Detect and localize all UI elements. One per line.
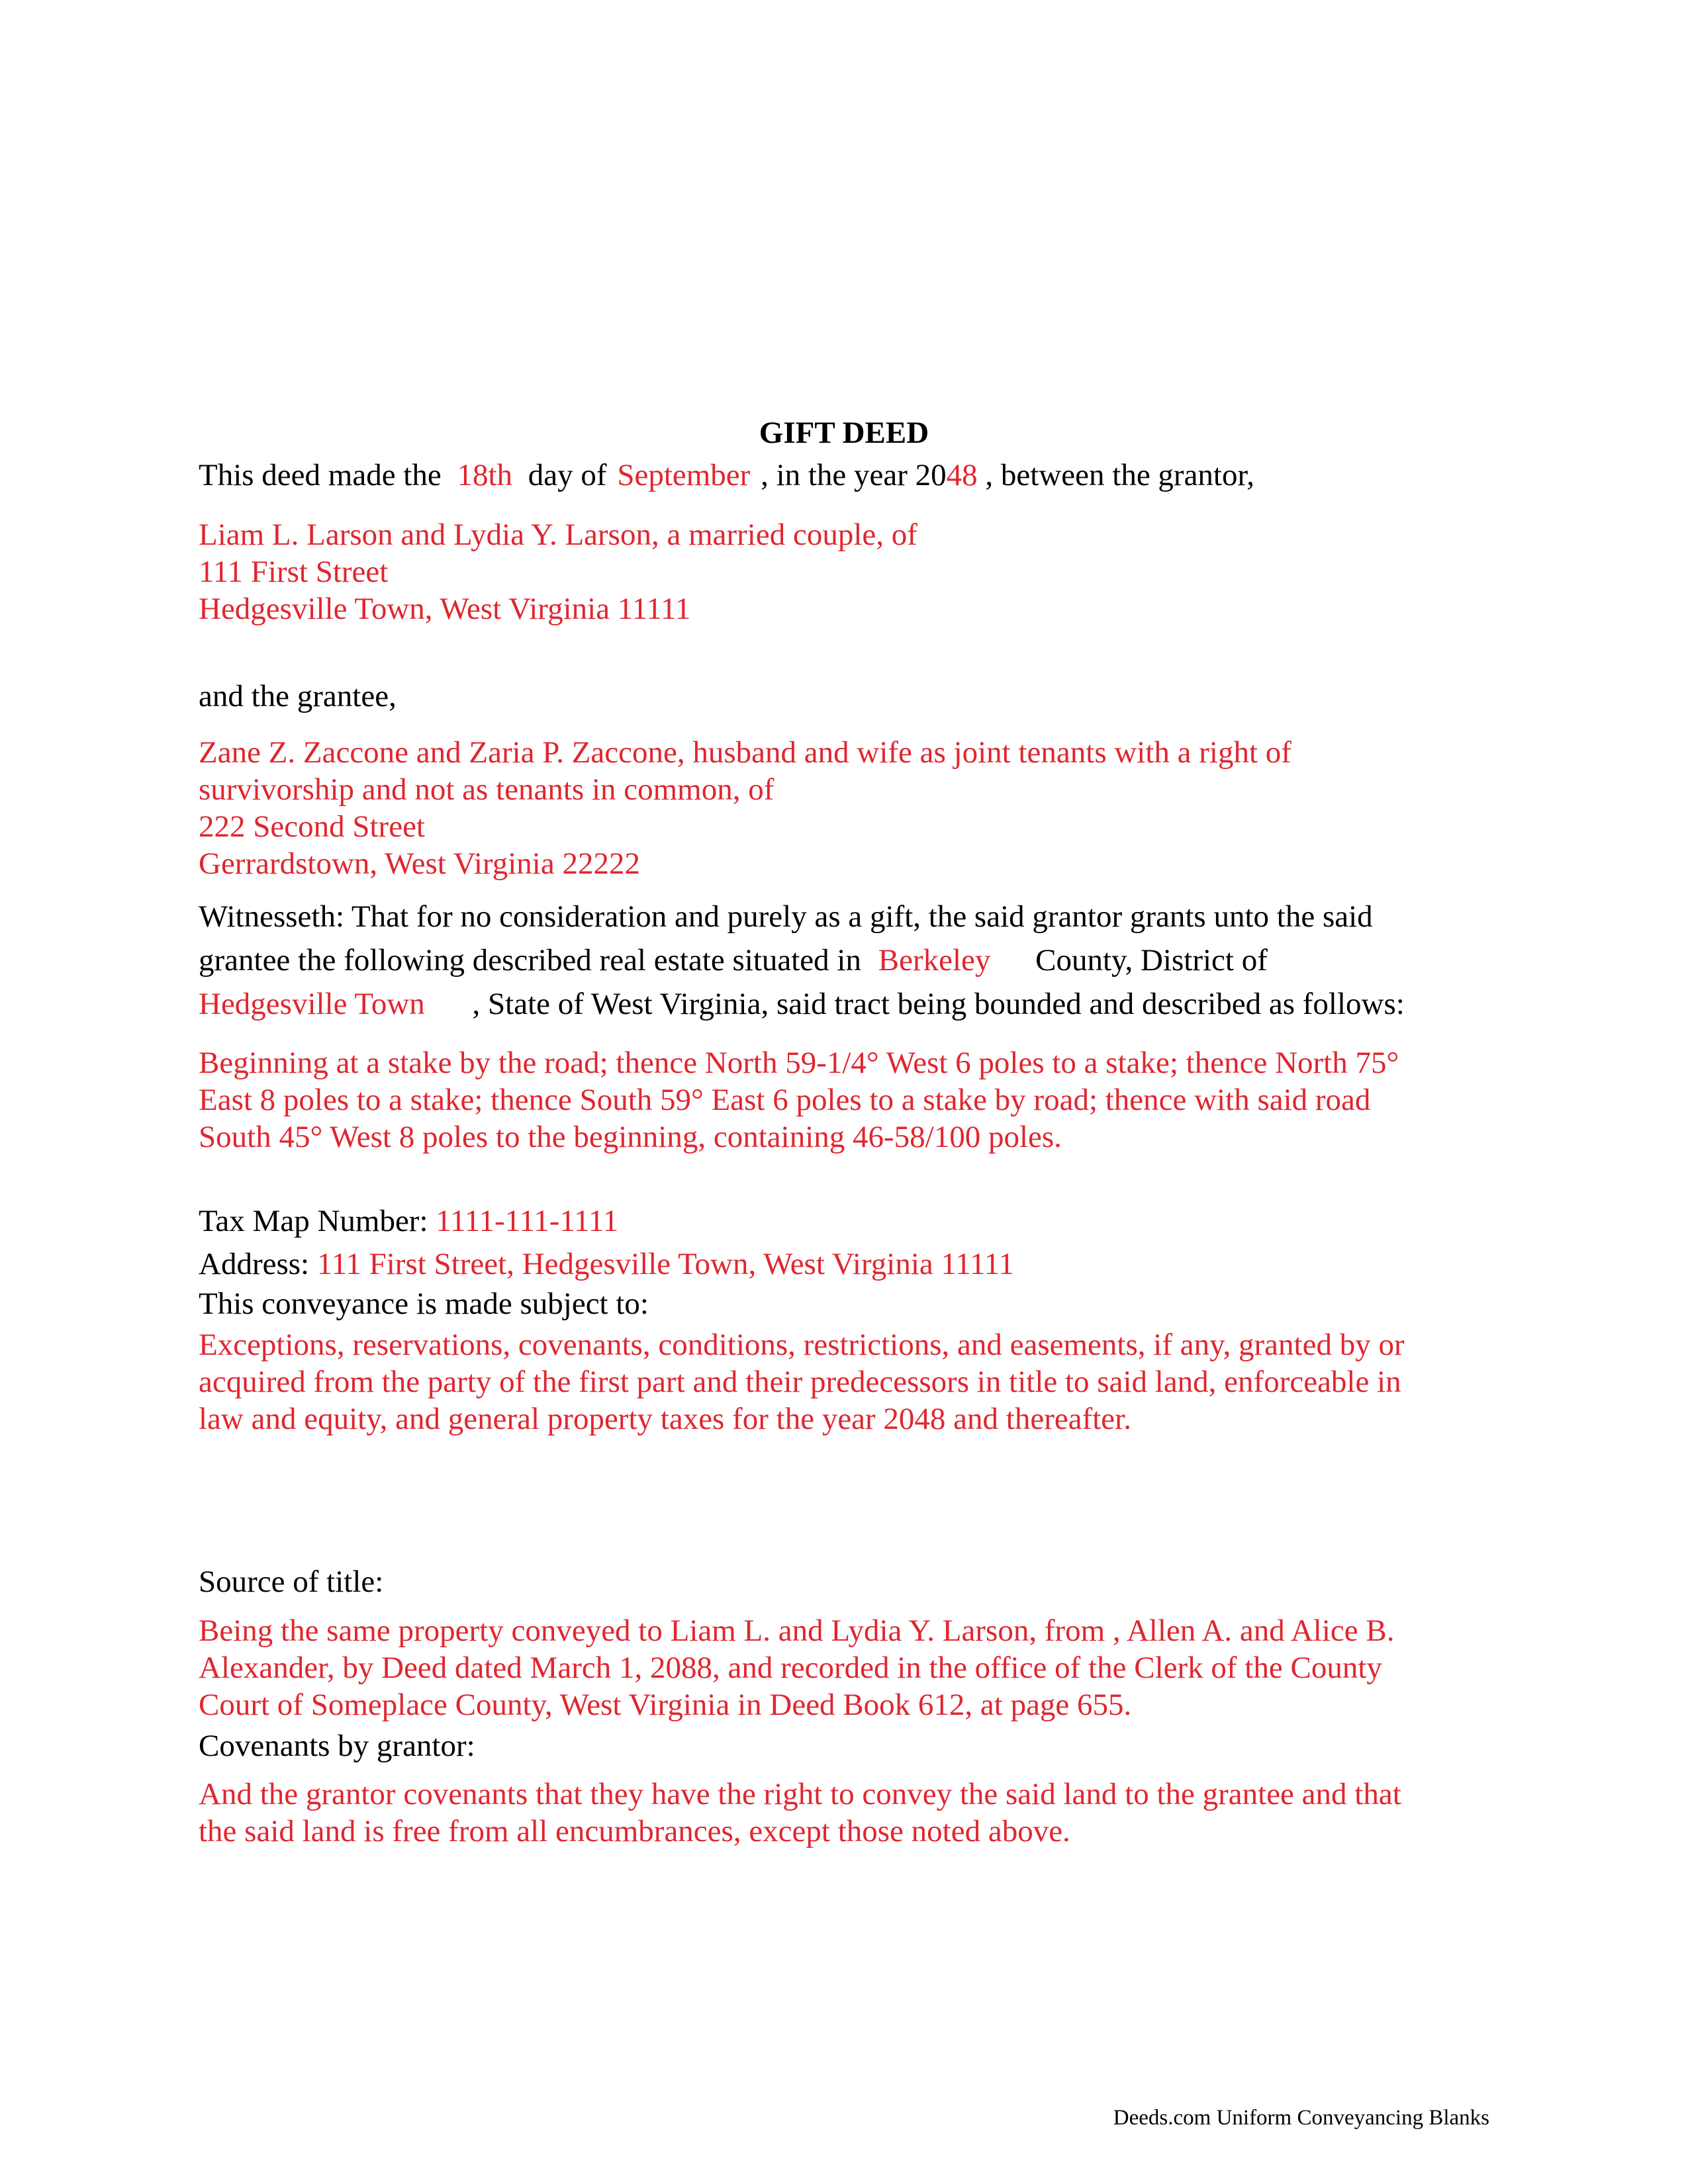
tax-map-row	[199, 1203, 1496, 1240]
intro-prefix: This deed made the	[199, 458, 442, 492]
tax-map-value: 1111-111-1111	[436, 1204, 619, 1238]
footer-credit: Deeds.com Uniform Conveyancing Blanks	[1113, 2106, 1489, 2130]
grantee-line: survivorship and not as tenants in common, of	[199, 772, 774, 807]
grantee-label: and the grantee,	[199, 679, 397, 713]
subject-to-line: acquired from the party of the first part and their predecessors in title to said land, enforceable in	[199, 1365, 1401, 1399]
document-title: GIFT DEED	[759, 416, 929, 450]
deed-day: 18th	[457, 458, 513, 492]
subject-to-block	[199, 1326, 1496, 1437]
covenants-line: the said land is free from all encumbrances, except those noted above.	[199, 1814, 1070, 1848]
subject-to-line: Exceptions, reservations, covenants, conditions, restrictions, and easements, if any, granted by or	[199, 1328, 1405, 1362]
witnesseth-line-1: Witnesseth: That for no consideration and purely as a gift, the said grantor grants unto the said	[199, 899, 1373, 934]
grantor-line: 111 First Street	[199, 555, 389, 589]
intro-year-label: , in the year 20	[761, 458, 947, 492]
source-of-title-block	[199, 1612, 1496, 1723]
deed-month: September	[617, 458, 751, 492]
county-field: Berkeley	[878, 943, 991, 978]
source-of-title-line: Alexander, by Deed dated March 1, 2088, and recorded in the office of the Clerk of the County	[199, 1651, 1382, 1685]
witnesseth-prefix: grantee the following described real estate situated in	[199, 943, 861, 978]
source-of-title-line: Court of Someplace County, West Virginia in Deed Book 612, at page 655.	[199, 1688, 1132, 1722]
grantee-line: Gerrardstown, West Virginia 22222	[199, 846, 640, 881]
grantor-line: Liam L. Larson and Lydia Y. Larson, a married couple, of	[199, 518, 917, 552]
source-of-title-line: Being the same property conveyed to Liam L. and Lydia Y. Larson, from , Allen A. and Alice B.	[199, 1614, 1395, 1648]
grantee-line: Zane Z. Zaccone and Zaria P. Zaccone, husband and wife as joint tenants with a right of	[199, 735, 1291, 770]
legal-description	[199, 1044, 1496, 1156]
grantee-line: 222 Second Street	[199, 809, 425, 844]
intro-suffix: , between the grantor,	[985, 458, 1255, 492]
address-label: Address:	[199, 1247, 310, 1281]
witnesseth-line-2	[199, 938, 1496, 982]
tax-map-label: Tax Map Number:	[199, 1204, 428, 1238]
address-row	[199, 1246, 1496, 1283]
intro-day-of: day of	[528, 458, 607, 492]
covenants-label: Covenants by grantor:	[199, 1729, 475, 1763]
legal-description-line: East 8 poles to a stake; thence South 59° East 6 poles to a stake by road; thence with said road	[199, 1083, 1371, 1117]
legal-description-line: Beginning at a stake by the road; thence North 59-1/4° West 6 poles to a stake; thence North 75°	[199, 1046, 1399, 1080]
grantor-line: Hedgesville Town, West Virginia 11111	[199, 592, 691, 626]
subject-to-label: This conveyance is made subject to:	[199, 1287, 649, 1321]
legal-description-line: South 45° West 8 poles to the beginning, containing 46-58/100 poles.	[199, 1120, 1062, 1154]
intro-line	[199, 457, 1496, 494]
witnesseth-county-suffix: County, District of	[1035, 943, 1268, 978]
witnesseth-line-3	[199, 982, 1496, 1026]
grantor-block	[199, 516, 1496, 627]
source-of-title-label: Source of title:	[199, 1565, 384, 1599]
witnesseth-state-suffix: , State of West Virginia, said tract being bounded and described as follows:	[472, 987, 1405, 1021]
deed-year: 48	[946, 458, 978, 492]
witnesseth-block	[199, 895, 1496, 1026]
district-field: Hedgesville Town	[199, 987, 425, 1021]
covenants-block	[199, 1776, 1496, 1850]
subject-to-line: law and equity, and general property taxes for the year 2048 and thereafter.	[199, 1402, 1131, 1436]
covenants-line: And the grantor covenants that they have the right to convey the said land to the grantee and that	[199, 1777, 1401, 1811]
address-value: 111 First Street, Hedgesville Town, West Virginia 11111	[316, 1247, 1015, 1281]
grantee-block	[199, 734, 1496, 882]
